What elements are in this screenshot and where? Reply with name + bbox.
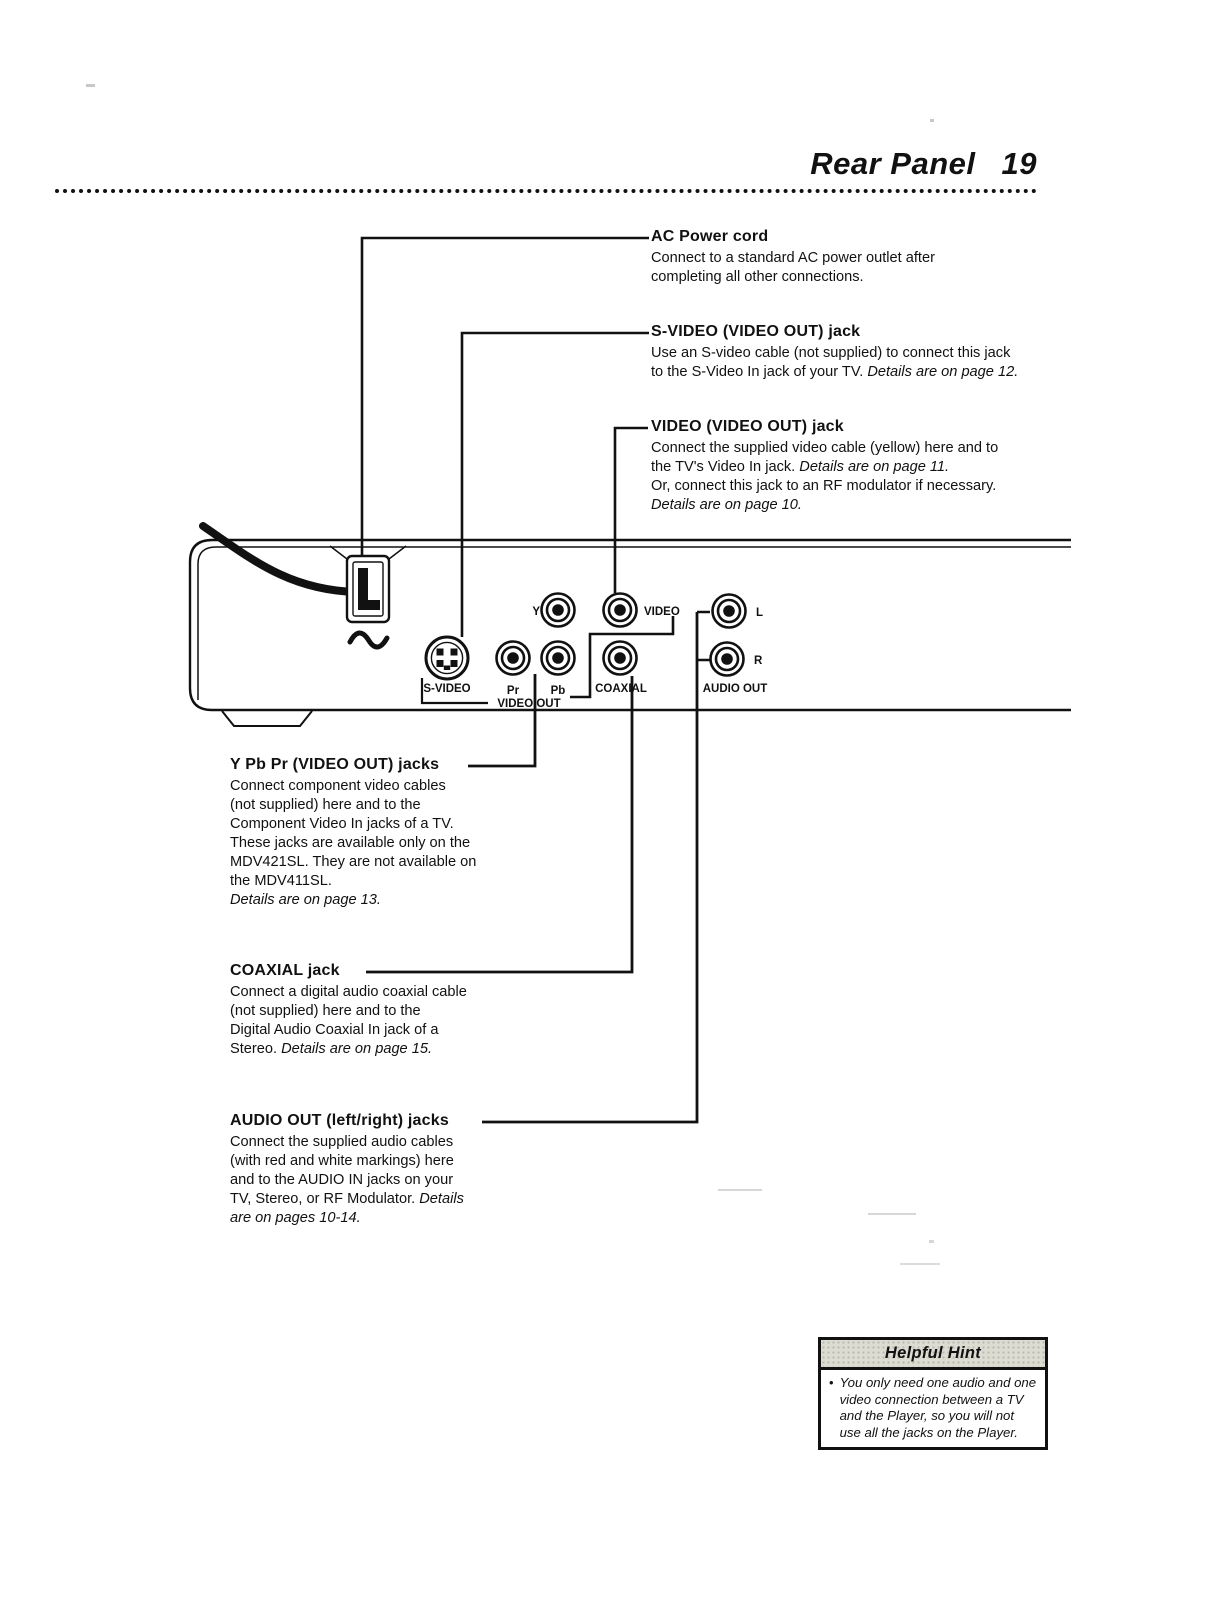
coaxial-jack <box>604 642 637 675</box>
video-out-label: VIDEO OUT <box>497 698 561 710</box>
callout-heading: Y Pb Pr (VIDEO OUT) jacks <box>230 756 440 773</box>
text-line: Connect a digital audio coaxial cable <box>230 984 467 1000</box>
text-line: These jacks are available only on the <box>230 835 471 851</box>
bullet-icon: • <box>829 1375 834 1390</box>
video-label: VIDEO <box>644 606 680 618</box>
svideo-label: S-VIDEO <box>423 683 471 695</box>
y-jack <box>542 594 575 627</box>
audio-right-label: R <box>754 655 763 667</box>
text-line: use all the jacks on the Player. <box>839 1424 1018 1440</box>
text-line: and the Player, so you will not <box>839 1408 1015 1424</box>
ac-tilde-symbol <box>350 633 387 647</box>
text-line: (not supplied) here and to the <box>230 1003 421 1019</box>
callout-body <box>651 344 1051 382</box>
power-cord <box>203 526 356 592</box>
text-line: Connect the supplied video cable (yellow) here and to <box>651 440 999 456</box>
callout-coaxial <box>230 961 510 1059</box>
pr-jack <box>497 642 530 675</box>
callout-body <box>230 1133 510 1228</box>
helpful-hint-header <box>821 1340 1045 1370</box>
text-line: TV, Stereo, or RF Modulator. Details <box>230 1191 464 1207</box>
text-line: Stereo. Details are on page 15. <box>230 1041 433 1057</box>
page-number: 19 <box>1001 146 1037 181</box>
text-line: Connect component video cables <box>230 778 446 794</box>
pb-jack <box>542 642 575 675</box>
callout-body <box>230 983 510 1059</box>
text-line: Or, connect this jack to an RF modulator if necessary. <box>651 478 997 494</box>
chassis-foot <box>222 711 312 726</box>
text-line: are on pages 10-14. <box>230 1210 361 1226</box>
text-line: Component Video In jacks of a TV. <box>230 816 454 832</box>
text-line: Use an S-video cable (not supplied) to connect this jack <box>651 345 1011 361</box>
text-line: the MDV411SL. <box>230 873 332 889</box>
callout-heading: VIDEO (VIDEO OUT) jack <box>651 418 844 435</box>
page-title-text: Rear Panel <box>810 146 976 181</box>
text-line: (not supplied) here and to the <box>230 797 421 813</box>
leader-ypbpr <box>468 674 535 766</box>
callout-video <box>651 417 1051 515</box>
audio-right-jack <box>711 643 744 676</box>
pb-label: Pb <box>550 685 566 697</box>
text-line: the TV's Video In jack. Details are on page 11. <box>651 459 950 475</box>
y-label: Y <box>532 606 540 618</box>
text-line: Details are on page 13. <box>230 892 381 908</box>
callout-heading: AUDIO OUT (left/right) jacks <box>230 1112 449 1129</box>
callout-heading: AC Power cord <box>651 228 769 245</box>
callout-body <box>230 777 510 910</box>
text-line: completing all other connections. <box>651 269 864 285</box>
leader-svideo <box>462 333 649 637</box>
audio-out-bracket-ticks <box>697 612 710 660</box>
svideo-jack <box>426 637 468 679</box>
text-line: Connect to a standard AC power outlet after <box>651 250 935 266</box>
callout-svideo <box>651 322 1051 382</box>
callout-ypbpr <box>230 755 510 910</box>
text-line: MDV421SL. They are not available on <box>230 854 477 870</box>
helpful-hint-body <box>821 1370 1045 1447</box>
audio-left-label: L <box>756 607 764 619</box>
text-line: Digital Audio Coaxial In jack of a <box>230 1022 439 1038</box>
helpful-hint-box <box>818 1337 1048 1450</box>
callout-ac-power <box>651 227 1011 287</box>
video-jack <box>604 594 637 627</box>
callout-body <box>651 249 1011 287</box>
helpful-hint-text <box>840 1375 1037 1441</box>
audio-out-label: AUDIO OUT <box>702 683 768 695</box>
text-line: and to the AUDIO IN jacks on your <box>230 1172 454 1188</box>
text-line: Connect the supplied audio cables <box>230 1134 454 1150</box>
text-line: Details are on page 10. <box>651 497 802 513</box>
pr-label: Pr <box>506 685 520 697</box>
callout-heading: COAXIAL jack <box>230 962 340 979</box>
leader-ac-power <box>362 238 649 588</box>
text-line: (with red and white markings) here <box>230 1153 454 1169</box>
audio-left-jack <box>713 595 746 628</box>
chassis-inner-line <box>198 547 1071 700</box>
callout-body <box>651 439 1051 515</box>
text-line: video connection between a TV <box>839 1391 1024 1407</box>
text-line: to the S-Video In jack of your TV. Details are on page 12. <box>651 364 1019 380</box>
leader-video <box>615 428 648 593</box>
helpful-hint-title: Helpful Hint <box>884 1344 982 1362</box>
callout-audio-out <box>230 1111 510 1228</box>
coaxial-label: COAXIAL <box>595 683 647 695</box>
text-line: You only need one audio and one <box>839 1375 1037 1390</box>
callout-heading: S-VIDEO (VIDEO OUT) jack <box>651 323 861 340</box>
